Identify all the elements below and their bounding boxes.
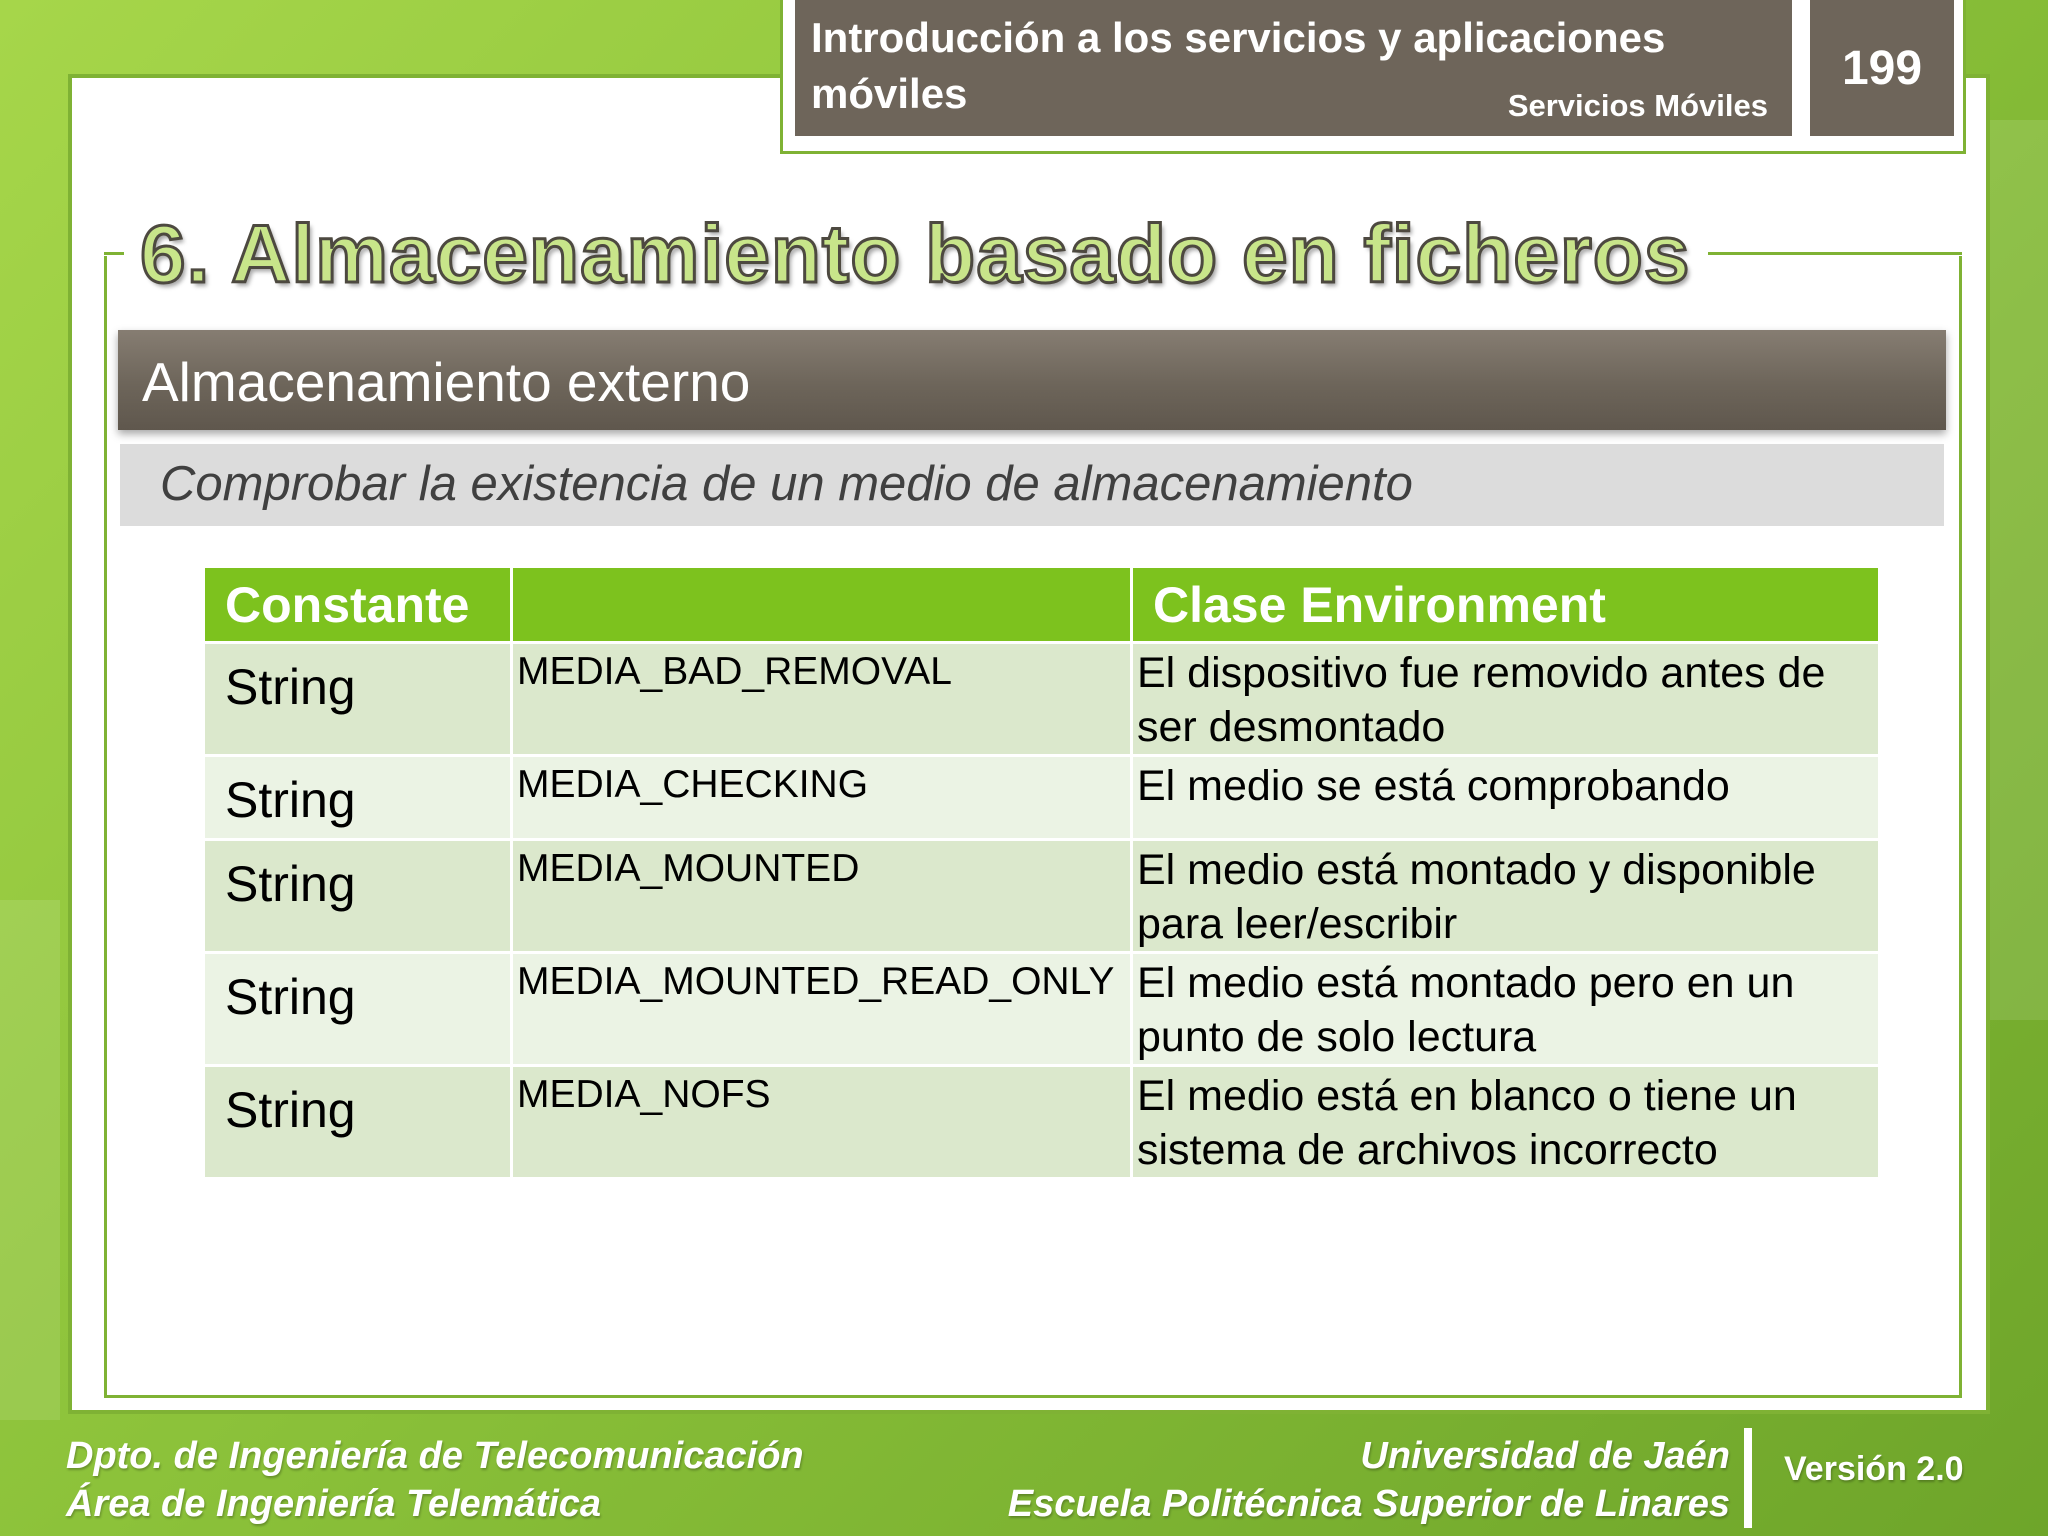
table-row — [204, 953, 1880, 1066]
table-row — [204, 756, 1880, 840]
cell-constant: MEDIA_BAD_REMOVAL — [512, 643, 1132, 756]
cell-description: El medio está en blanco o tiene un sistema de archivos incorrecto — [1132, 1066, 1880, 1179]
footer-divider — [1744, 1428, 1752, 1528]
course-subtitle: Servicios Móviles — [1507, 88, 1768, 123]
table-row — [204, 643, 1880, 756]
header-title-box — [795, 0, 1792, 136]
slide-subtitle: Comprobar la existencia de un medio de almacenamiento — [160, 457, 1413, 511]
frame-line — [104, 252, 124, 255]
subtitle-bar — [120, 444, 1944, 526]
table-header-row — [204, 567, 1880, 643]
page-number: 199 — [1810, 0, 1954, 136]
footer-area-line: Área de Ingeniería Telemática — [66, 1483, 602, 1525]
column-header-name — [512, 567, 1132, 643]
cell-type: String — [204, 643, 512, 756]
table-row — [204, 840, 1880, 953]
cell-type: String — [204, 840, 512, 953]
footer-university — [1008, 1432, 1730, 1528]
slide-title: 6. Almacenamiento basado en ficheros — [140, 209, 1691, 300]
footer-department-line: Dpto. de Ingeniería de Telecomunicación — [66, 1435, 804, 1477]
cell-constant: MEDIA_MOUNTED — [512, 840, 1132, 953]
section-bar — [118, 330, 1946, 430]
cell-description: El medio está montado pero en un punto de solo lectura — [1132, 953, 1880, 1066]
cell-description: El dispositivo fue removido antes de ser desmontado — [1132, 643, 1880, 756]
table-row — [204, 1066, 1880, 1179]
cell-description: El medio está montado y disponible para leer/escribir — [1132, 840, 1880, 953]
background-streak — [0, 900, 60, 1420]
cell-constant: MEDIA_CHECKING — [512, 756, 1132, 840]
cell-description: El medio se está comprobando — [1132, 756, 1880, 840]
cell-type: String — [204, 1066, 512, 1179]
cell-type: String — [204, 756, 512, 840]
cell-type: String — [204, 953, 512, 1066]
section-title: Almacenamiento externo — [142, 351, 751, 413]
version-label: Versión 2.0 — [1784, 1450, 1964, 1488]
column-header-environment: Clase Environment — [1132, 567, 1880, 643]
footer-school-line: Escuela Politécnica Superior de Linares — [1007, 1483, 1730, 1525]
constants-table — [202, 565, 1881, 1180]
column-header-constant: Constante — [204, 567, 512, 643]
cell-constant: MEDIA_MOUNTED_READ_ONLY — [512, 953, 1132, 1066]
course-title: Introducción a los servicios y aplicaciones móviles — [811, 14, 1666, 117]
footer-university-line: Universidad de Jaén — [1360, 1435, 1730, 1477]
background-streak — [1990, 120, 2048, 1020]
footer-department — [66, 1432, 804, 1528]
cell-constant: MEDIA_NOFS — [512, 1066, 1132, 1179]
frame-line — [1708, 252, 1962, 255]
